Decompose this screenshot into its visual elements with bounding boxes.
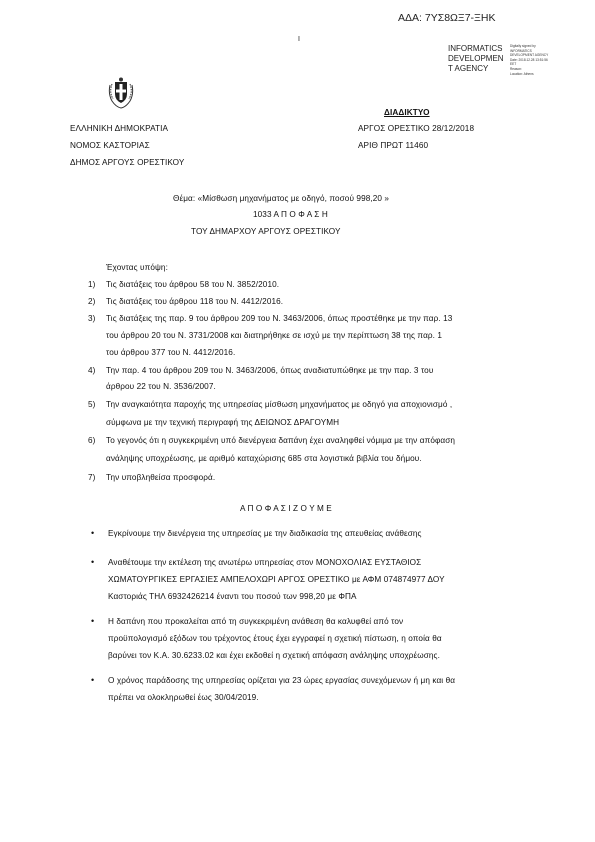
greek-coat-of-arms-icon xyxy=(104,76,138,110)
mayor-line: ΤΟΥ ΔΗΜΑΡΧΟΥ ΑΡΓΟΥΣ ΟΡΕΣΤΙΚΟΥ xyxy=(191,227,341,236)
ada-code: ΑΔΑ: 7ΥΣ8ΩΞ7-ΞΗΚ xyxy=(398,12,496,24)
place-date: ΑΡΓΟΣ ΟΡΕΣΤΙΚΟ 28/12/2018 xyxy=(358,124,475,133)
consideration-line: του άρθρου 20 του Ν. 3731/2008 και διατηρήθηκε σε ισχύ με την περίπτωση 38 της παρ. 1 xyxy=(106,331,443,340)
signature-details xyxy=(510,44,548,76)
list-number: 7) xyxy=(88,473,96,482)
signature-detail-line: Digitally signed by xyxy=(510,44,536,48)
decision-line: Αναθέτουμε την εκτέλεση της ανωτέρω υπηρεσίας στον ΜΟΝΟΧΟΛΙΑΣ ΕΥΣΤΑΘΙΟΣ xyxy=(108,558,422,567)
list-number: 3) xyxy=(88,314,96,323)
signature-agency-line: DEVELOPMEN xyxy=(448,54,504,63)
decision-number: 1033 Α Π Ο Φ Α Σ Η xyxy=(253,210,328,219)
signature-detail-line: EET xyxy=(510,62,517,67)
protocol-number: ΑΡΙΘ ΠΡΩΤ 11460 xyxy=(358,141,429,150)
consideration-line: Το γεγονός ότι η συγκεκριμένη υπό διενέργεια δαπάνη έχει αναληφθεί νόμιμα με την απόφαση xyxy=(106,436,456,445)
decision-line: βαρύνει τον Κ.Α. 30.6233.02 και έχει εκδοθεί η σχετική απόφαση ανάληψης υποχρέωσης. xyxy=(108,651,440,660)
decision-line: προϋπολογισμό εξόδων του τρέχοντος έτους έχει εγγραφεί η σχετική πίστωση, η οποία θα xyxy=(108,634,442,643)
decision-line: Εγκρίνουμε την διενέργεια της υπηρεσίας με την διαδικασία της απευθείας ανάθεσης xyxy=(108,529,422,538)
signature-detail-line: Location: Athens xyxy=(510,71,534,76)
list-number: 6) xyxy=(88,436,96,445)
consideration-line: Την αναγκαιότητα παροχής της υπηρεσίας μίσθωση μηχανήματος με οδηγό για αποχιονισμό , xyxy=(106,400,453,409)
list-number: 1) xyxy=(88,280,96,289)
bullet-dot-icon: • xyxy=(91,616,95,626)
bullet-dot-icon: • xyxy=(91,557,95,567)
decision-line: Η δαπάνη που προκαλείται από τη συγκεκριμένη ανάθεση θα καλυφθεί από τον xyxy=(108,617,404,626)
internet-label: ΔΙΑΔΙΚΤΥΟ xyxy=(384,108,430,117)
decision-line: ΧΩΜΑΤΟΥΡΓΙΚΕΣ ΕΡΓΑΣΙΕΣ ΑΜΠΕΛΟΧΩΡΙ ΑΡΓΟΣ ΟΡΕΣΤΙΚΟ με ΑΦΜ 074874977 ΔΟΥ xyxy=(108,575,445,584)
consideration-line: του άρθρου 377 του Ν. 4412/2016. xyxy=(106,348,236,357)
list-number: 5) xyxy=(88,400,96,409)
signature-detail-line: DEVELOPMENT AGENCY xyxy=(510,53,549,58)
header-prefecture: ΝΟΜΟΣ ΚΑΣΤΟΡΙΑΣ xyxy=(70,141,150,150)
consideration-line: Τις διατάξεις της παρ. 9 του άρθρου 209 του Ν. 3463/2006, όπως προστέθηκε με την παρ. 13 xyxy=(106,314,453,323)
consideration-line: σύμφωνα με την τεχνική περιγραφή της ΔΕΙΩΝΟΣ ΔΡΑΓΟΥΜΗ xyxy=(106,418,340,427)
decision-heading: Α Π Ο Φ Α Σ Ι Ζ Ο Υ Μ Ε xyxy=(240,504,332,513)
subject-line: Θέμα: «Μίσθωση μηχανήματος με οδηγό, ποσού 998,20 » xyxy=(173,194,390,203)
list-number: 2) xyxy=(88,297,96,306)
consideration-line: Τις διατάξεις του άρθρου 118 του Ν. 4412/2016. xyxy=(106,297,284,306)
header-municipality: ΔΗΜΟΣ ΑΡΓΟΥΣ ΟΡΕΣΤΙΚΟΥ xyxy=(70,158,185,167)
bullet-dot-icon: • xyxy=(91,528,95,538)
signature-detail-line: Date: 2018.12.28 13:51:56 xyxy=(510,57,548,62)
consideration-line: Την παρ. 4 του άρθρου 209 του Ν. 3463/2006, όπως αναδιατυπώθηκε με την παρ. 3 του xyxy=(106,366,434,375)
signature-detail-line: Reason: xyxy=(510,66,522,71)
signature-agency-line: INFORMATICS xyxy=(448,44,503,53)
signature-agency-line: T AGENCY xyxy=(448,64,489,73)
bullet-dot-icon: • xyxy=(91,675,95,685)
decision-line: πρέπει να ολοκληρωθεί έως 30/04/2019. xyxy=(108,693,259,702)
consideration-line: Τις διατάξεις του άρθρου 58 του Ν. 3852/2010. xyxy=(106,280,280,289)
header-republic: ΕΛΛΗΝΙΚΗ ΔΗΜΟΚΡΑΤΙΑ xyxy=(70,124,169,133)
consideration-line: ανάληψης υποχρέωσης, με αριθμό καταχώρισης 685 στα λογιστικά βιβλία του δήμου. xyxy=(106,454,422,463)
page-mark: Ι xyxy=(298,36,300,43)
list-number: 4) xyxy=(88,366,96,375)
decision-line: Ο χρόνος παράδοσης της υπηρεσίας ορίζεται για 23 ώρες εργασίας συνεχόμενων ή μη και θα xyxy=(108,676,456,685)
consideration-line: άρθρου 22 του Ν. 3536/2007. xyxy=(106,382,216,391)
decision-line: Καστοριάς ΤΗΛ 6932426214 έναντι του ποσού των 998,20 με ΦΠΑ xyxy=(108,592,357,601)
having-considered: Έχοντας υπόψη: xyxy=(106,263,168,272)
consideration-line: Την υποβληθείσα προσφορά. xyxy=(106,473,216,482)
signature-detail-line: INFORMATICS xyxy=(510,48,532,53)
signature-agency xyxy=(448,44,504,74)
